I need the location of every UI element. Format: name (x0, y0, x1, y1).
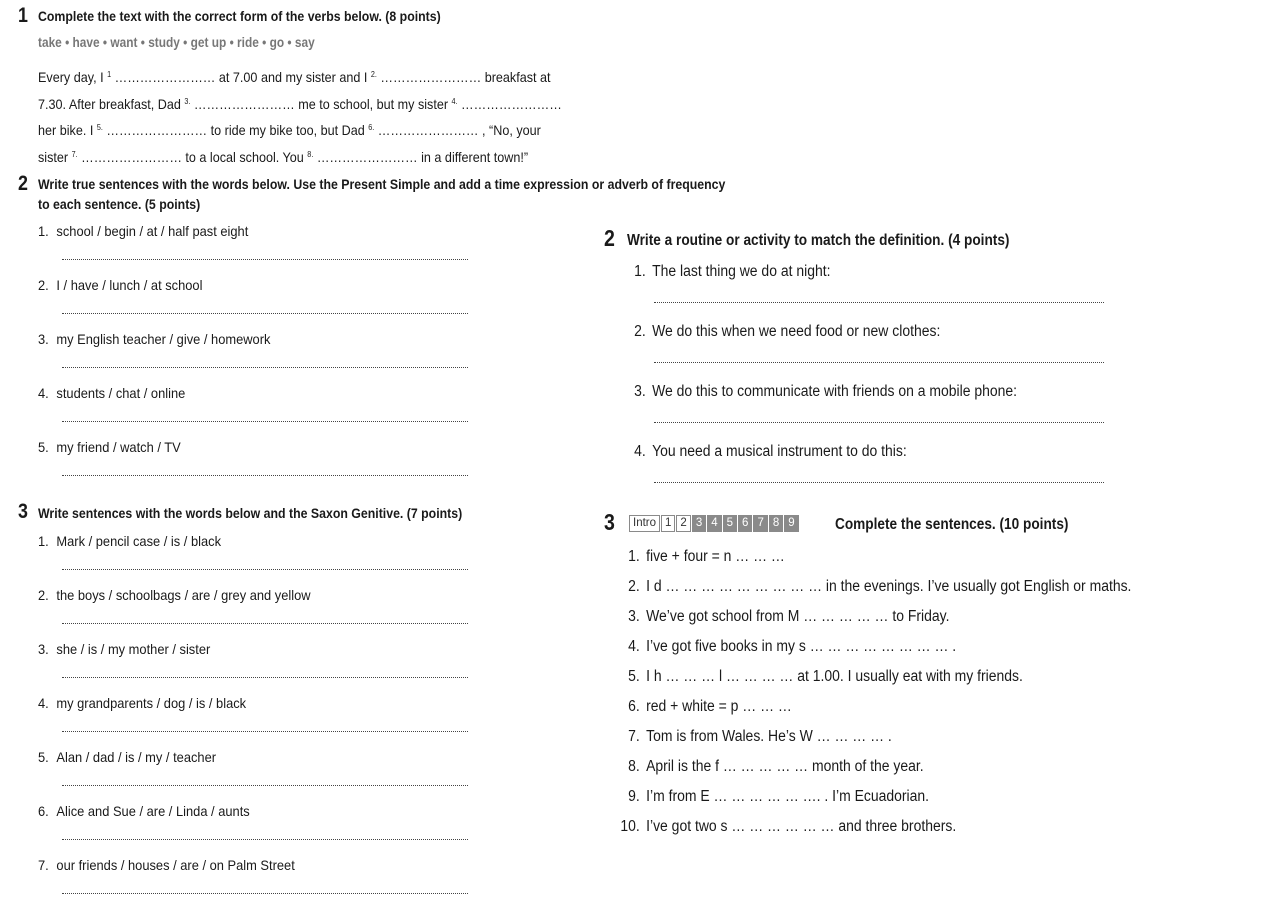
paragraph-line-4: sister $^{7.}$ …………………… to a local school. You $^{8.}$ …………………… in a different town!” (38, 148, 529, 165)
r2-item-3: 3. We do this to communicate with friends on a mobile phone: (634, 383, 1018, 400)
s3-answer-line-4[interactable] (62, 731, 468, 732)
s2-item-1: 1. school / begin / at / half past eight (38, 223, 249, 239)
right-section-2-number: 2 (604, 225, 615, 251)
tab-8[interactable]: 8 (769, 515, 783, 532)
s2-answer-line-5[interactable] (62, 475, 468, 476)
r2-item-1: 1. The last thing we do at night: (634, 263, 831, 280)
s3-answer-line-2[interactable] (62, 623, 468, 624)
tab-9[interactable]: 9 (784, 515, 798, 532)
tab-3[interactable]: 3 (692, 515, 706, 532)
section-2-heading-line-2: to each sentence. (5 points) (38, 196, 201, 212)
r2-answer-line-4[interactable] (654, 482, 1104, 483)
gap-fill-paragraph (38, 63, 562, 169)
tab-1[interactable]: 1 (661, 515, 675, 532)
s3-item-6: 6. Alice and Sue / are / Linda / aunts (38, 803, 250, 819)
r2-answer-line-1[interactable] (654, 302, 1104, 303)
verb-word-bank: take • have • want • study • get up • ride • go • say (38, 35, 315, 50)
s2-item-2: 2. I / have / lunch / at school (38, 277, 203, 293)
tab-2[interactable]: 2 (676, 515, 690, 532)
s3-item-7: 7. our friends / houses / are / on Palm Street (38, 857, 295, 873)
r2-item-4: 4. You need a musical instrument to do this: (634, 443, 907, 460)
s3-item-3: 3. she / is / my mother / sister (38, 641, 211, 657)
s3-answer-line-6[interactable] (62, 839, 468, 840)
s3-answer-line-7[interactable] (62, 893, 468, 894)
s2-answer-line-4[interactable] (62, 421, 468, 422)
tab-5[interactable]: 5 (723, 515, 737, 532)
r3-item-9: 9. I’m from E … … … … … …. . I’m Ecuadorian. (628, 788, 930, 805)
section-2-number: 2 (18, 172, 28, 195)
s2-item-5: 5. my friend / watch / TV (38, 439, 181, 455)
tab-7[interactable]: 7 (753, 515, 767, 532)
paragraph-line-1: Every day, I $^1$ …………………… at 7.00 and my sister and I $^{2.}$ …………………… breakfast at (38, 69, 551, 85)
paragraph-line-2: 7.30. After breakfast, Dad $^{3.}$ …………………… me to school, but my sister $^{4.}$ …………………… (38, 95, 562, 112)
s2-item-3: 3. my English teacher / give / homework (38, 331, 271, 347)
r3-item-10: 10. I’ve got two s … … … … … … and three brothers. (620, 818, 957, 835)
tab-intro[interactable]: Intro (629, 515, 660, 532)
s2-item-4: 4. students / chat / online (38, 385, 186, 401)
s2-answer-line-2[interactable] (62, 313, 468, 314)
s3-answer-line-5[interactable] (62, 785, 468, 786)
section-1-heading: Complete the text with the correct form of the verbs below. (8 points) (38, 8, 441, 24)
r3-item-7: 7. Tom is from Wales. He’s W … … … … . (628, 728, 892, 745)
right-section-3-number: 3 (604, 509, 615, 535)
r3-item-2: 2. I d … … … … … … … … … in the evenings. I’ve usually got English or maths. (628, 578, 1132, 595)
tab-6[interactable]: 6 (738, 515, 752, 532)
section-2-heading-line-1: Write true sentences with the words below. Use the Present Simple and add a time expression or adverb of frequency (38, 176, 726, 192)
paragraph-line-3: her bike. I $^{5.}$ …………………… to ride my bike too, but Dad $^{6.}$ …………………… , “No, your (38, 122, 541, 138)
s3-item-1: 1. Mark / pencil case / is / black (38, 533, 222, 549)
section-3-number: 3 (18, 500, 28, 523)
tab-4[interactable]: 4 (707, 515, 721, 532)
s2-answer-line-3[interactable] (62, 367, 468, 368)
r3-item-6: 6. red + white = p … … … (628, 698, 792, 715)
s3-answer-line-3[interactable] (62, 677, 468, 678)
r3-item-1: 1. five + four = n … … … (628, 548, 785, 565)
r3-item-4: 4. I’ve got five books in my s … … … … … … … … . (628, 638, 957, 655)
s3-answer-line-1[interactable] (62, 569, 468, 570)
section-1-number: 1 (18, 4, 28, 27)
r3-item-5: 5. I h … … … l … … … … at 1.00. I usually eat with my friends. (628, 668, 1023, 685)
unit-tab-strip (629, 515, 800, 532)
r3-item-3: 3. We’ve got school from M … … … … … to Friday. (628, 608, 950, 625)
r2-answer-line-2[interactable] (654, 362, 1104, 363)
s3-item-2: 2. the boys / schoolbags / are / grey and yellow (38, 587, 311, 603)
r3-item-8: 8. April is the f … … … … … month of the year. (628, 758, 924, 775)
section-3-heading: Write sentences with the words below and the Saxon Genitive. (7 points) (38, 505, 463, 521)
s3-item-4: 4. my grandparents / dog / is / black (38, 695, 247, 711)
r2-item-2: 2. We do this when we need food or new clothes: (634, 323, 941, 340)
r2-answer-line-3[interactable] (654, 422, 1104, 423)
s3-item-5: 5. Alan / dad / is / my / teacher (38, 749, 217, 765)
right-section-3-heading: Complete the sentences. (10 points) (835, 516, 1069, 533)
s2-answer-line-1[interactable] (62, 259, 468, 260)
right-section-2-heading: Write a routine or activity to match the definition. (4 points) (627, 232, 1010, 249)
